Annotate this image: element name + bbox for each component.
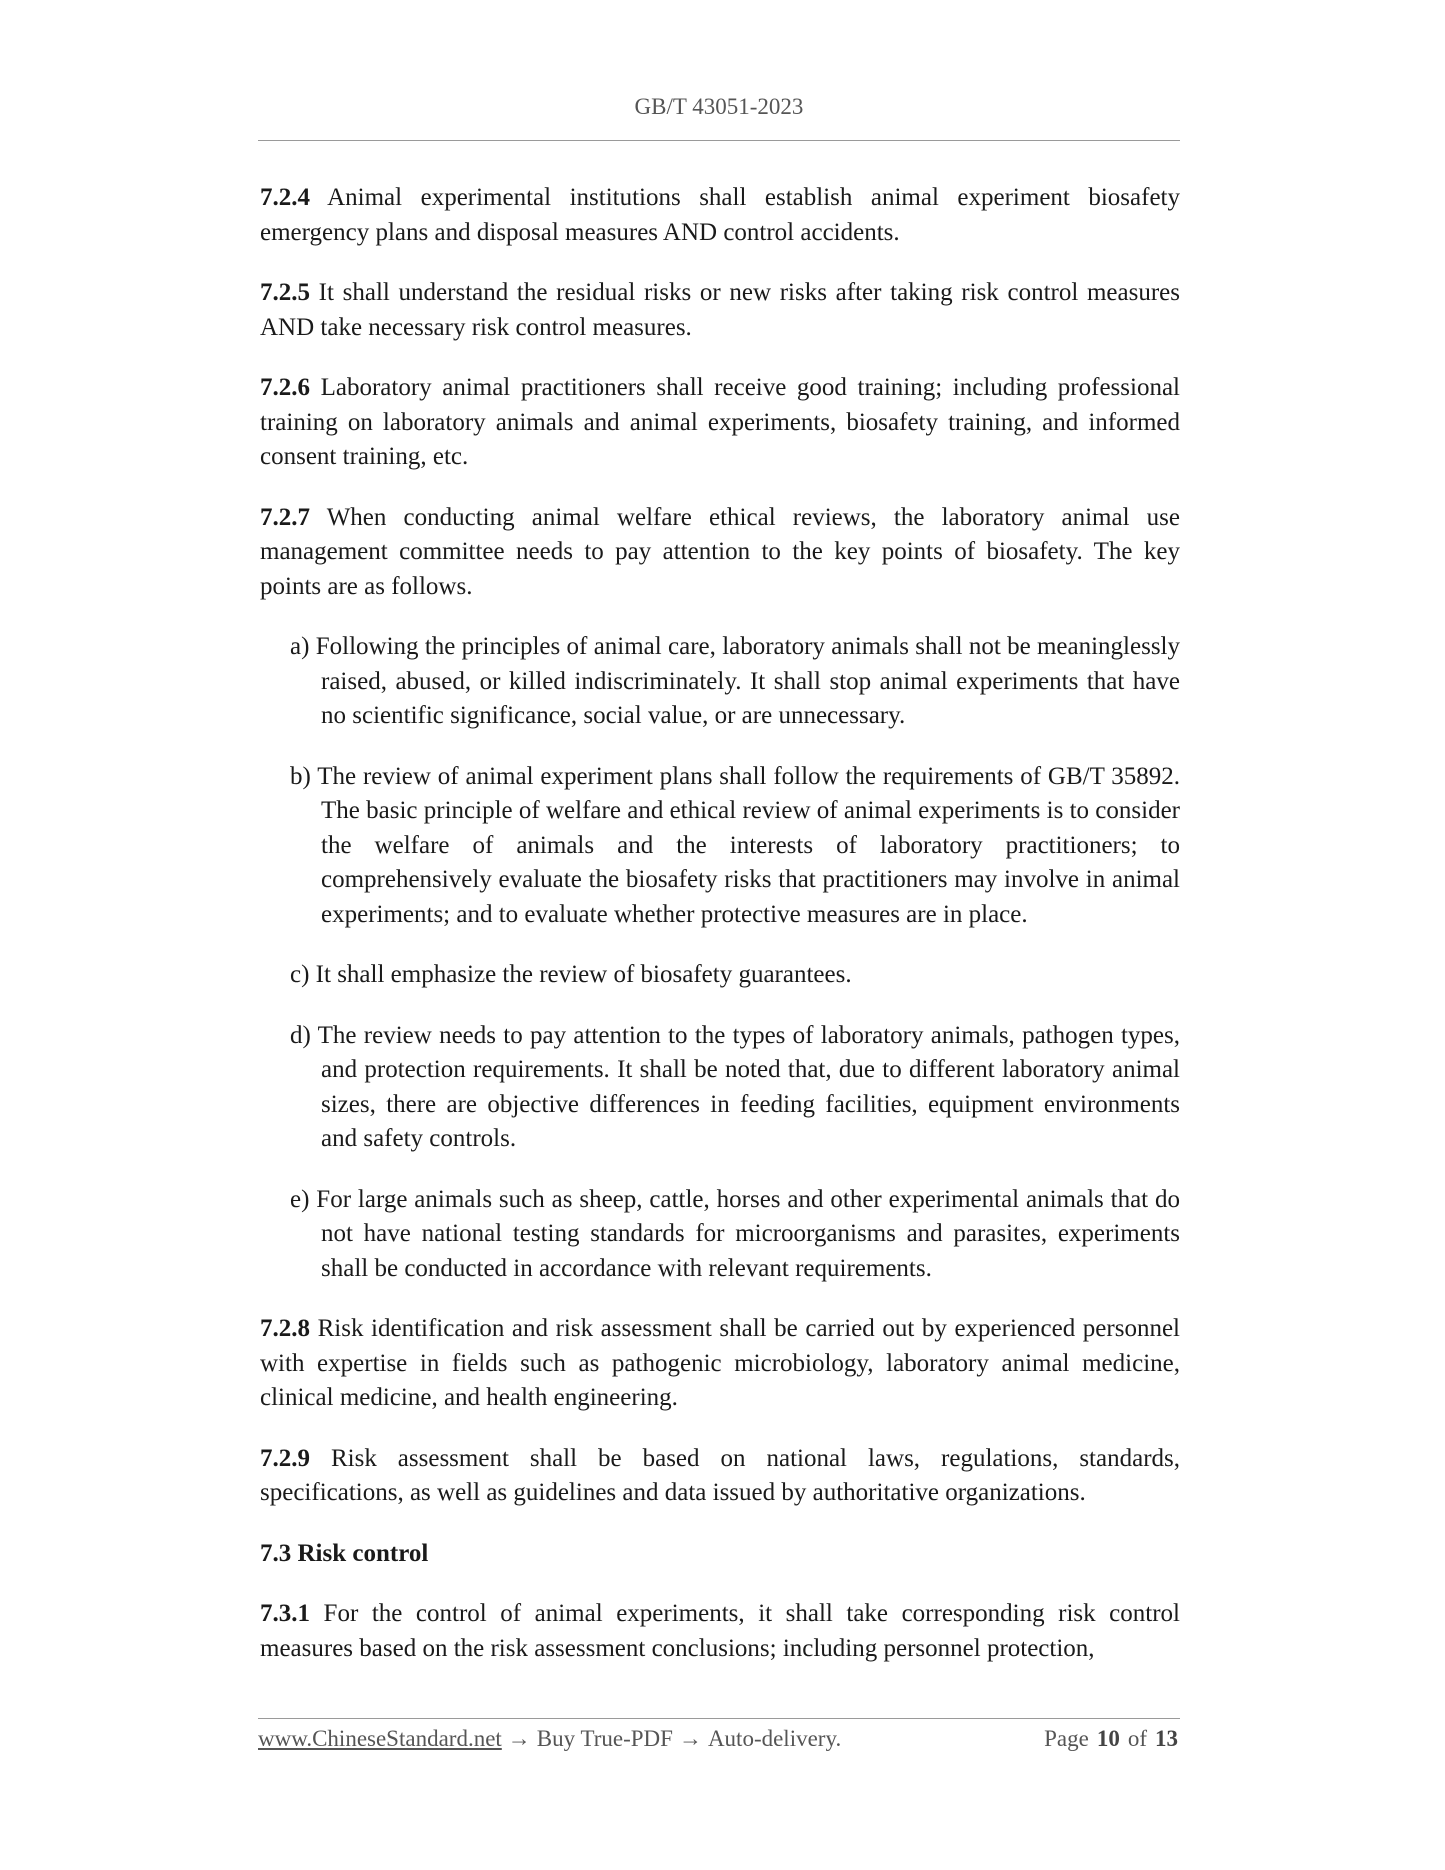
- list-item-e: e) For large animals such as sheep, cattle, horses and other experimental animals that do not have national testing standards for microorganisms and parasites, experiments shall be conducted in accordance with relevant requirements.: [290, 1185, 1180, 1282]
- clause-7-2-8: [260, 1312, 1180, 1416]
- page-counter: [1044, 1721, 1178, 1757]
- clause-text: For the control of animal experiments, it shall take corresponding risk control measures based on the risk assessment conclusions; including personnel protection,: [260, 1600, 1180, 1662]
- clause-7-2-7: [260, 501, 1180, 605]
- clause-number: 7.2.7: [260, 503, 310, 531]
- footer-rule: [258, 1718, 1180, 1719]
- website-link[interactable]: www.ChineseStandard.net: [258, 1726, 502, 1751]
- footer-promo: [258, 1721, 841, 1757]
- clause-number: 7.2.6: [260, 374, 310, 401]
- list-item-b: b) The review of animal experiment plans shall follow the requirements of GB/T 35892. The basic principle of welfare and ethical review of animal experiments is to consider the welfare of animals and the interests of laboratory practitioners; to comprehensively evaluate the biosafety risks that practitioners may involve in animal experiments; and to evaluate whether protective measures are in place.: [290, 762, 1180, 928]
- clause-text: Risk identification and risk assessment shall be carried out by experienced personnel with expertise in fields such as pathogenic microbiology, laboratory animal medicine, clinical medicine, and health engineering.: [260, 1315, 1180, 1411]
- section-heading: 7.3 Risk control: [260, 1539, 429, 1567]
- list-item-a: a) Following the principles of animal care, laboratory animals shall not be meaninglessly raised, abused, or killed indiscriminately. It shall stop animal experiments that have no scientific significance, social value, or are unnecessary.: [290, 633, 1180, 729]
- clause-7-2-4: [260, 181, 1180, 250]
- clause-text: Laboratory animal practitioners shall receive good training; including professional training on laboratory animals and animal experiments, biosafety training, and informed consent training, etc.: [260, 374, 1180, 470]
- page-current: 10: [1096, 1726, 1120, 1751]
- page-footer: [258, 1721, 1180, 1757]
- arrow-right-icon: →: [507, 1726, 531, 1751]
- clause-number: 7.2.4: [260, 184, 310, 211]
- arrow-right-icon: →: [678, 1726, 702, 1751]
- clause-7-3-1: [260, 1597, 1180, 1666]
- clause-text: Risk assessment shall be based on national laws, regulations, standards, specifications, as well as guidelines and data issued by authoritative organizations.: [260, 1444, 1180, 1506]
- clause-7-2-6: [260, 371, 1180, 475]
- clause-7-2-5: [260, 276, 1180, 345]
- clause-number: 7.2.8: [260, 1315, 310, 1342]
- clause-number: 7.3.1: [260, 1600, 310, 1627]
- buy-pdf-text: Buy True-PDF: [536, 1726, 673, 1751]
- clause-text: When conducting animal welfare ethical reviews, the laboratory animal use management committee needs to pay attention to the key points of biosafety. The key points are as follows.: [260, 503, 1180, 600]
- list-item-d: d) The review needs to pay attention to the types of laboratory animals, pathogen types, and protection requirements. It shall be noted that, due to different laboratory animal sizes, there are objective differences in feeding facilities, equipment environments and safety controls.: [290, 1021, 1180, 1152]
- running-header: GB/T 43051-2023: [634, 94, 804, 119]
- clause-number: 7.2.5: [260, 279, 310, 306]
- document-body: [260, 181, 1180, 1692]
- page-label: Page: [1044, 1726, 1089, 1751]
- header-rule: [258, 140, 1180, 141]
- clause-7-2-9: [260, 1442, 1180, 1511]
- clause-number: 7.2.9: [260, 1444, 310, 1472]
- of-label: of: [1127, 1726, 1147, 1751]
- auto-delivery-text: Auto-delivery.: [707, 1726, 842, 1751]
- clause-text: Animal experimental institutions shall establish animal experiment biosafety emergency plans and disposal measures AND control accidents.: [260, 184, 1180, 246]
- list-item-c: c) It shall emphasize the review of biosafety guarantees.: [290, 961, 852, 988]
- clause-text: It shall understand the residual risks or new risks after taking risk control measures AND take necessary risk control measures.: [260, 279, 1180, 341]
- page-total: 13: [1155, 1726, 1178, 1751]
